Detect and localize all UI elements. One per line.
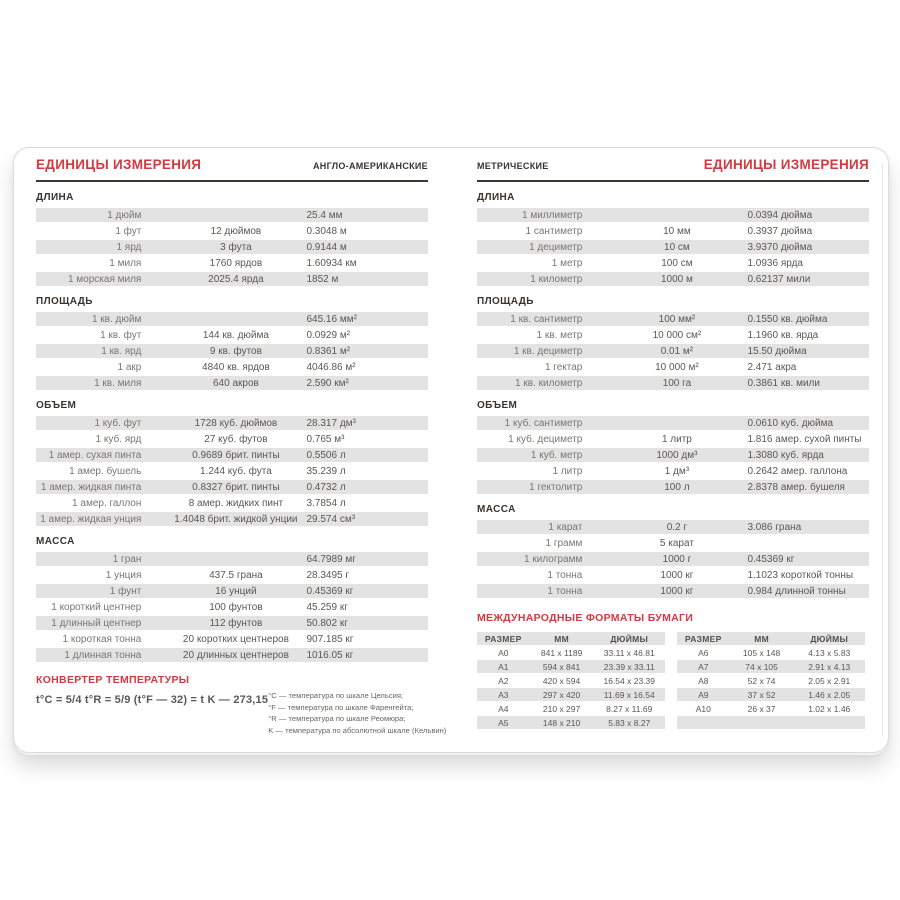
table-row (36, 376, 428, 390)
unit-value: 35.239 л (306, 465, 346, 477)
unit-equivalent: 640 акров (212, 377, 259, 389)
format-header-row (477, 632, 665, 645)
unit-equivalent: 1000 дм³ (656, 449, 698, 461)
table-row (477, 256, 869, 270)
unit-equivalent: 1728 куб. дюймов (194, 417, 278, 429)
unit-name: 1 куб. сантиметр (504, 417, 583, 429)
unit-name: 1 миля (109, 257, 142, 269)
table-row (477, 584, 869, 598)
unit-value: 0.5506 л (306, 449, 346, 461)
format-inches: 2.91 x 4.13 (808, 661, 851, 672)
format-row (477, 646, 665, 659)
unit-equivalent: 5 карат (659, 537, 694, 549)
paper-formats-table-a6-a10 (677, 632, 865, 730)
unit-equivalent: 10 см (664, 241, 690, 253)
table-row (36, 256, 428, 270)
format-row (477, 688, 665, 701)
conversion-table (477, 520, 869, 598)
unit-equivalent: 9 кв. футов (209, 345, 262, 357)
table-row (477, 328, 869, 342)
table-row (36, 448, 428, 462)
column-mm: ММ (754, 633, 769, 644)
page-title: ЕДИНИЦЫ ИЗМЕРЕНИЯ (36, 157, 202, 172)
section-heading: ПЛОЩАДЬ (477, 296, 534, 307)
unit-value: 2.590 км² (306, 377, 349, 389)
format-row (477, 660, 665, 673)
unit-equivalent: 437.5 грана (209, 569, 263, 581)
table-row (477, 480, 869, 494)
format-mm: 420 x 594 (542, 675, 581, 686)
unit-value: 0.45369 кг (747, 553, 795, 565)
table-row (477, 520, 869, 534)
unit-value: 0.984 длинной тонны (747, 585, 846, 597)
table-row (36, 344, 428, 358)
column-size: РАЗМЕР (685, 633, 722, 644)
unit-name: 1 амер. галлон (72, 497, 142, 509)
format-mm: 210 x 297 (542, 703, 581, 714)
format-row (477, 674, 665, 687)
unit-equivalent: 20 длинных центнеров (182, 649, 289, 661)
temperature-formula: t°C = 5/4 t°R = 5/9 (t°F — 32) = t K — 273,15 (36, 694, 269, 706)
unit-name: 1 кв. километр (515, 377, 583, 389)
unit-name: 1 ярд (116, 241, 142, 253)
format-size: A4 (498, 703, 509, 714)
unit-value: 645.16 мм² (306, 313, 357, 325)
conversion-table (36, 416, 428, 526)
legend-line: °R — температура по шкале Реомюра; (268, 714, 406, 723)
format-mm: 26 x 37 (747, 703, 776, 714)
section-mass (36, 536, 428, 662)
unit-value: 907.185 кг (306, 633, 354, 645)
table-row (477, 312, 869, 326)
temperature-heading: КОНВЕРТЕР ТЕМПЕРАТУРЫ (36, 674, 190, 686)
page-right-header (477, 148, 869, 172)
unit-name: 1 унция (105, 569, 142, 581)
unit-equivalent: 0.8327 брит. пинты (192, 481, 280, 493)
unit-name: 1 фунт (109, 585, 142, 597)
table-row (477, 360, 869, 374)
format-inches: 8.27 x 11.69 (606, 703, 653, 714)
unit-value: 0.0610 куб. дюйма (747, 417, 834, 429)
unit-name: 1 дюйм (107, 209, 142, 221)
conversion-table (477, 312, 869, 390)
format-row (477, 702, 665, 715)
unit-value: 29.574 см³ (306, 513, 356, 525)
conversion-table (477, 208, 869, 286)
unit-equivalent: 1 дм³ (664, 465, 690, 477)
unit-name: 1 акр (117, 361, 142, 373)
unit-name: 1 куб. метр (530, 449, 583, 461)
unit-name: 1 длинная тонна (64, 649, 142, 661)
table-row (477, 272, 869, 286)
unit-equivalent: 1000 г (662, 553, 692, 565)
unit-equivalent: 1760 ярдов (209, 257, 263, 269)
table-row (36, 416, 428, 430)
unit-equivalent: 20 коротких центнеров (182, 633, 289, 645)
paper-formats (477, 612, 869, 730)
table-row (36, 480, 428, 494)
format-row (477, 716, 665, 729)
table-row (477, 552, 869, 566)
format-inches: 23.39 x 33.11 (603, 661, 655, 672)
unit-value: 1.1960 кв. ярда (747, 329, 819, 341)
unit-equivalent: 10 000 см² (652, 329, 702, 341)
unit-equivalent: 100 см (661, 257, 693, 269)
table-row (477, 536, 869, 550)
legend-line: °C — температура по шкале Цельсия; (268, 691, 404, 700)
format-inches: 2.05 x 2.91 (808, 675, 851, 686)
unit-value: 28.3495 г (306, 569, 350, 581)
section-length (36, 192, 428, 286)
format-mm: 594 x 841 (542, 661, 581, 672)
unit-value: 0.3048 м (306, 225, 347, 237)
unit-equivalent: 1000 м (660, 273, 693, 285)
unit-equivalent: 100 га (662, 377, 692, 389)
section-volume (477, 400, 869, 494)
unit-value: 0.1550 кв. дюйма (747, 313, 828, 325)
unit-name: 1 короткий центнер (51, 601, 142, 613)
format-mm: 105 x 148 (742, 647, 781, 658)
unit-equivalent: 27 куб. футов (204, 433, 268, 445)
unit-equivalent: 8 амер. жидких пинт (188, 497, 284, 509)
table-row (477, 416, 869, 430)
format-mm: 297 x 420 (542, 689, 581, 700)
section-heading: ДЛИНА (36, 192, 74, 203)
format-inches: 16.54 x 23.39 (603, 675, 655, 686)
section-area (477, 296, 869, 390)
page-left (36, 148, 447, 736)
column-mm: ММ (554, 633, 569, 644)
unit-name: 1 куб. ярд (95, 433, 142, 445)
format-size: A1 (498, 661, 509, 672)
unit-name: 1 сантиметр (525, 225, 583, 237)
format-header-row (677, 632, 865, 645)
legend-line: °F — температура по шкале Фаренгейта; (268, 702, 414, 712)
unit-value: 28.317 дм³ (306, 417, 356, 429)
unit-equivalent: 16 унций (215, 585, 257, 597)
unit-equivalent: 0.2 г (666, 521, 688, 533)
conversion-table (36, 208, 428, 286)
format-inches: 1.02 x 1.46 (808, 703, 851, 714)
unit-value: 1.3080 куб. ярда (747, 449, 824, 461)
unit-name: 1 амер. сухая пинта (48, 449, 142, 461)
conversion-table (36, 552, 428, 662)
unit-value: 2.8378 амер. бушеля (747, 481, 845, 493)
unit-name: 1 миллиметр (522, 209, 583, 221)
column-inches: ДЮЙМЫ (810, 633, 849, 644)
table-row (36, 464, 428, 478)
column-inches: ДЮЙМЫ (610, 633, 649, 644)
unit-equivalent: 12 дюймов (210, 225, 262, 237)
paper-formats-tables (477, 632, 869, 730)
unit-value: 3.086 грана (747, 521, 802, 533)
unit-name: 1 литр (552, 465, 583, 477)
conversion-table (36, 312, 428, 390)
planner-spread (13, 147, 889, 753)
table-row (36, 208, 428, 222)
unit-name: 1 килограмм (524, 553, 583, 565)
unit-name: 1 амер. жидкая унция (40, 513, 142, 525)
section-heading: ОБЪЕМ (36, 400, 77, 411)
table-row (36, 328, 428, 342)
legend-line: K — температура по абсолютной шкале (Кельвин) (268, 725, 447, 735)
format-row (677, 716, 865, 729)
unit-equivalent: 112 фунтов (209, 617, 263, 629)
unit-name: 1 гектолитр (529, 481, 583, 493)
unit-equivalent: 144 кв. дюйма (202, 329, 269, 341)
unit-value: 0.2642 амер. галлона (747, 465, 848, 477)
section-area (36, 296, 428, 390)
page-subtitle: АНГЛО-АМЕРИКАНСКИЕ (312, 161, 428, 171)
unit-value: 50.802 кг (306, 617, 348, 629)
format-inches: 1.46 x 2.05 (808, 689, 851, 700)
table-row (36, 240, 428, 254)
section-heading: МАССА (477, 504, 516, 515)
format-size: A0 (498, 647, 509, 658)
table-row (477, 376, 869, 390)
unit-name: 1 кв. метр (536, 329, 583, 341)
page-left-header (36, 148, 428, 172)
format-inches: 5.83 x 8.27 (608, 717, 651, 728)
format-size: A6 (698, 647, 709, 658)
table-row (477, 344, 869, 358)
table-row (477, 224, 869, 238)
unit-value: 1852 м (306, 273, 339, 285)
unit-value: 0.4732 л (306, 481, 346, 493)
format-mm: 148 x 210 (542, 717, 581, 728)
unit-value: 1016.05 кг (306, 649, 354, 661)
unit-name: 1 метр (551, 257, 583, 269)
unit-value: 15.50 дюйма (747, 345, 807, 357)
table-row (36, 272, 428, 286)
unit-value: 3.7854 л (306, 497, 346, 509)
table-row (477, 208, 869, 222)
format-inches: 11.69 x 16.54 (603, 689, 655, 700)
unit-value: 2.471 акра (747, 361, 797, 373)
unit-name: 1 карат (548, 521, 583, 533)
format-size: A10 (695, 703, 711, 714)
unit-name: 1 тонна (547, 585, 583, 597)
unit-name: 1 куб. дециметр (508, 433, 583, 445)
unit-name: 1 кв. ярд (101, 345, 142, 357)
page-subtitle: МЕТРИЧЕСКИЕ (477, 161, 549, 171)
unit-equivalent: 1.244 куб. фута (199, 465, 272, 477)
unit-value: 1.0936 ярда (747, 257, 803, 269)
unit-name: 1 дециметр (529, 241, 583, 253)
table-row (477, 464, 869, 478)
table-row (36, 600, 428, 614)
unit-name: 1 грамм (545, 537, 583, 549)
unit-value: 64.7989 мг (306, 553, 356, 565)
format-size: A9 (698, 689, 709, 700)
unit-equivalent: 0.9689 брит. пинты (192, 449, 280, 461)
header-rule (477, 180, 869, 182)
unit-value: 1.816 амер. сухой пинты (747, 433, 862, 445)
unit-name: 1 амер. бушель (69, 465, 142, 477)
unit-value: 1.60934 км (306, 257, 357, 269)
table-row (36, 616, 428, 630)
table-row (36, 432, 428, 446)
unit-value: 3.9370 дюйма (747, 241, 813, 253)
format-row (677, 702, 865, 715)
unit-equivalent: 0.01 м² (660, 345, 694, 357)
unit-name: 1 кв. дециметр (513, 345, 583, 357)
unit-value: 0.3937 дюйма (747, 225, 813, 237)
format-size: A5 (498, 717, 509, 728)
format-size: A8 (698, 675, 709, 686)
table-row (36, 312, 428, 326)
format-size: A7 (698, 661, 709, 672)
paper-formats-heading: МЕЖДУНАРОДНЫЕ ФОРМАТЫ БУМАГИ (477, 612, 694, 624)
unit-name: 1 километр (530, 273, 583, 285)
column-size: РАЗМЕР (485, 633, 522, 644)
unit-name: 1 длинный центнер (51, 617, 142, 629)
table-row (36, 512, 428, 526)
unit-value: 0.45369 кг (306, 585, 354, 597)
table-row (36, 552, 428, 566)
table-row (36, 224, 428, 238)
table-row (36, 360, 428, 374)
format-row (677, 688, 865, 701)
table-row (36, 648, 428, 662)
section-heading: МАССА (36, 536, 75, 547)
unit-equivalent: 100 мм² (658, 313, 696, 325)
unit-value: 4046.86 м² (306, 361, 356, 373)
table-row (36, 632, 428, 646)
unit-equivalent: 2025.4 ярда (208, 273, 264, 285)
unit-name: 1 морская миля (67, 273, 142, 285)
unit-name: 1 кв. дюйм (91, 313, 142, 325)
unit-value: 0.9144 м (306, 241, 347, 253)
unit-name: 1 короткая тонна (62, 633, 142, 645)
unit-name: 1 фут (115, 225, 142, 237)
unit-value: 0.8361 м² (306, 345, 351, 357)
format-inches: 4.13 x 5.83 (808, 647, 851, 658)
unit-value: 45.259 кг (306, 601, 348, 613)
unit-equivalent: 10 000 м² (655, 361, 699, 373)
unit-value: 0.0929 м² (306, 329, 351, 341)
unit-value: 25.4 мм (306, 209, 343, 221)
unit-name: 1 кв. миля (94, 377, 142, 389)
unit-equivalent: 1.4048 брит. жидкой унции (174, 513, 298, 525)
unit-name: 1 гектар (544, 361, 583, 373)
table-row (477, 568, 869, 582)
section-volume (36, 400, 428, 526)
paper-formats-table-a0-a5 (477, 632, 665, 730)
unit-name: 1 гран (112, 553, 142, 565)
unit-equivalent: 4840 кв. ярдов (202, 361, 270, 373)
temperature-converter (36, 674, 447, 736)
unit-equivalent: 1000 кг (660, 585, 694, 597)
unit-equivalent: 1000 кг (660, 569, 694, 581)
unit-equivalent: 100 фунтов (209, 601, 263, 613)
unit-value: 0.765 м³ (306, 433, 345, 445)
format-row (677, 646, 865, 659)
format-mm: 52 x 74 (747, 675, 776, 686)
temperature-legend (268, 690, 446, 736)
unit-value: 0.0394 дюйма (747, 209, 813, 221)
conversion-table (477, 416, 869, 494)
unit-value: 1.1023 короткой тонны (747, 569, 854, 581)
table-row (477, 448, 869, 462)
section-heading: ДЛИНА (477, 192, 515, 203)
table-row (36, 568, 428, 582)
section-heading: ОБЪЕМ (477, 400, 518, 411)
unit-name: 1 куб. фут (94, 417, 142, 429)
format-inches: 33.11 x 46.81 (603, 647, 655, 658)
table-row (477, 432, 869, 446)
format-mm: 74 x 105 (745, 661, 778, 672)
section-mass (477, 504, 869, 598)
unit-name: 1 кв. сантиметр (510, 313, 583, 325)
table-row (36, 496, 428, 510)
unit-value: 0.3861 кв. мили (747, 377, 820, 389)
section-length (477, 192, 869, 286)
unit-equivalent: 100 л (664, 481, 690, 493)
temperature-body (36, 691, 447, 736)
format-size: A2 (498, 675, 509, 686)
unit-equivalent: 1 литр (661, 433, 692, 445)
header-rule (36, 180, 428, 182)
format-mm: 841 x 1189 (540, 647, 583, 658)
page-title: ЕДИНИЦЫ ИЗМЕРЕНИЯ (703, 157, 869, 172)
unit-value: 0.62137 мили (747, 273, 811, 285)
format-row (677, 674, 865, 687)
unit-equivalent: 3 фута (220, 241, 252, 253)
page-right (477, 148, 869, 730)
table-row (36, 584, 428, 598)
section-heading: ПЛОЩАДЬ (36, 296, 93, 307)
unit-name: 1 тонна (547, 569, 583, 581)
unit-equivalent: 10 мм (663, 225, 691, 237)
unit-name: 1 амер. жидкая пинта (40, 481, 142, 493)
format-row (677, 660, 865, 673)
format-size: A3 (498, 689, 509, 700)
format-mm: 37 x 52 (747, 689, 776, 700)
unit-name: 1 кв. фут (100, 329, 142, 341)
table-row (477, 240, 869, 254)
